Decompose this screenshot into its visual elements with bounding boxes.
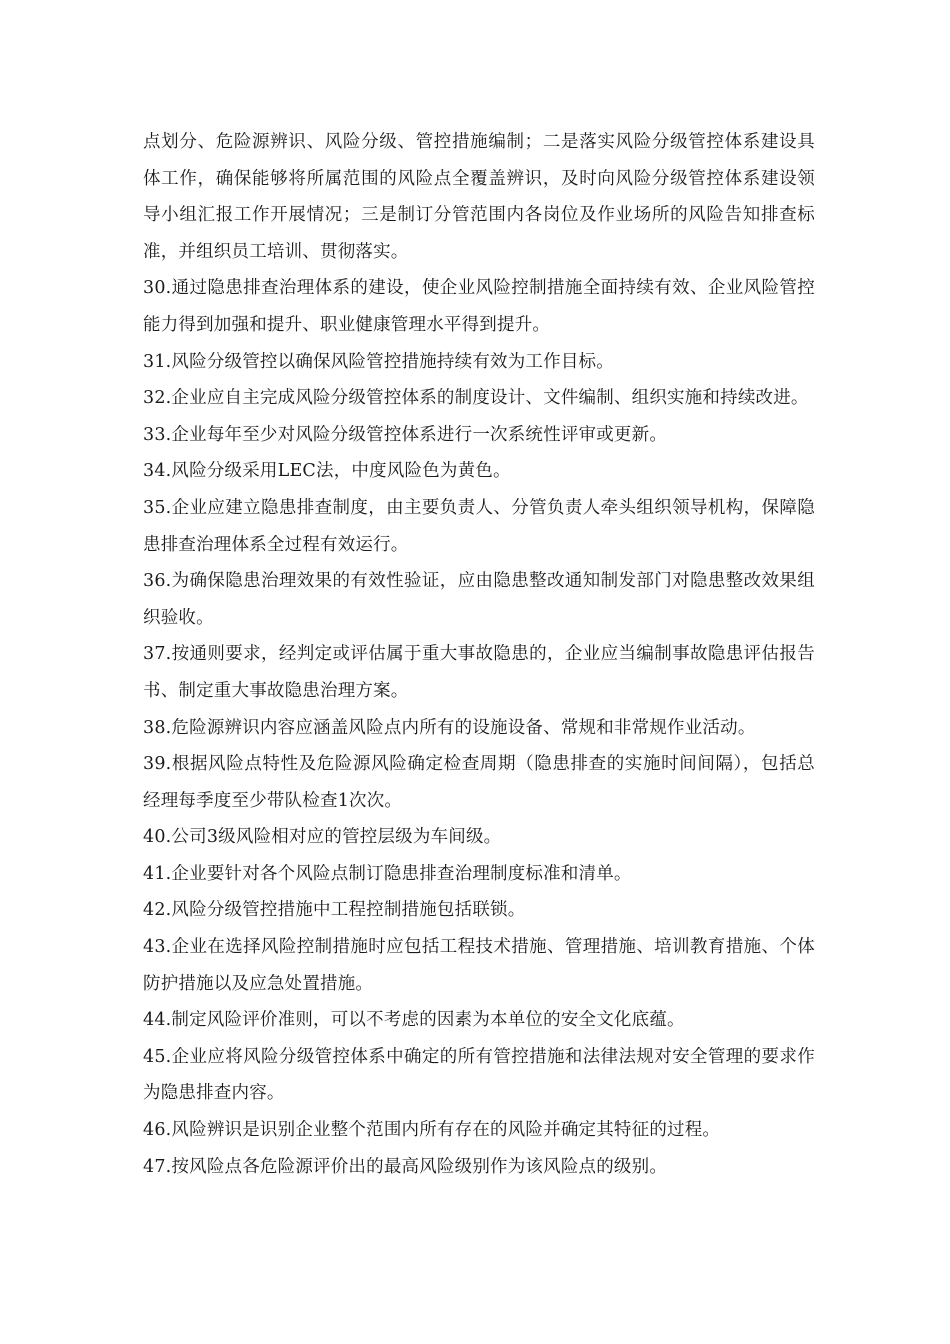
document-body	[143, 124, 815, 1185]
paragraph-item-38: 38.危险源辨识内容应涵盖风险点内所有的设施设备、常规和非常规作业活动。	[143, 717, 756, 738]
paragraph-item-41: 41.企业要针对各个风险点制订隐患排查治理制度标准和清单。	[143, 863, 632, 884]
paragraph-item-47: 47.按风险点各危险源评价出的最高风险级别作为该风险点的级别。	[143, 1156, 668, 1177]
paragraph-item-36: 36.为确保隐患治理效果的有效性验证，应由隐患整改通知制发部门对隐患整改效果组织验收。	[143, 571, 815, 628]
paragraph-item-39: 39.根据风险点特性及危险源风险确定检查周期（隐患排查的实施时间间隔），包括总经理每季度至少带队检查1次次。	[143, 754, 815, 811]
paragraph-item-46: 46.风险辨识是识别企业整个范围内所有存在的风险并确定其特征的过程。	[143, 1120, 721, 1141]
paragraph-item-30: 30.通过隐患排查治理体系的建设，使企业风险控制措施全面持续有效、企业风险管控能力得到加强和提升、职业健康管理水平得到提升。	[143, 278, 815, 335]
paragraph-item-37: 37.按通则要求，经判定或评估属于重大事故隐患的，企业应当编制事故隐患评估报告书、制定重大事故隐患治理方案。	[143, 644, 815, 701]
paragraph-continuation: 点划分、危险源辨识、风险分级、管控措施编制；二是落实风险分级管控体系建设具体工作，确保能够将所属范围的风险点全覆盖辨识，及时向风险分级管控体系建设领导小组汇报工作开展情况；三是制订分管范围内各岗位及作业场所的风险告知排查标准，并组织员工培训、贯彻落实。	[143, 132, 815, 262]
paragraph-item-32: 32.企业应自主完成风险分级管控体系的制度设计、文件编制、组织实施和持续改进。	[143, 388, 809, 409]
paragraph-item-35: 35.企业应建立隐患排查制度，由主要负责人、分管负责人牵头组织领导机构，保障隐患排查治理体系全过程有效运行。	[143, 497, 815, 555]
paragraph-item-43: 43.企业在选择风险控制措施时应包括工程技术措施、管理措施、培训教育措施、个体防护措施以及应急处置措施。	[143, 937, 815, 994]
paragraph-item-31: 31.风险分级管控以确保风险管控措施持续有效为工作目标。	[143, 351, 614, 372]
paragraph-item-45: 45.企业应将风险分级管控体系中确定的所有管控措施和法律法规对安全管理的要求作为隐患排查内容。	[143, 1046, 815, 1104]
paragraph-item-33: 33.企业每年至少对风险分级管控体系进行一次系统性评审或更新。	[143, 424, 668, 445]
paragraph-item-44: 44.制定风险评价准则，可以不考虑的因素为本单位的安全文化底蕴。	[143, 1010, 685, 1031]
paragraph-item-34: 34.风险分级采用LEC法，中度风险色为黄色。	[143, 461, 511, 482]
paragraph-item-42: 42.风险分级管控措施中工程控制措施包括联锁。	[143, 900, 526, 921]
paragraph-item-40: 40.公司3级风险相对应的管控层级为车间级。	[143, 827, 502, 848]
